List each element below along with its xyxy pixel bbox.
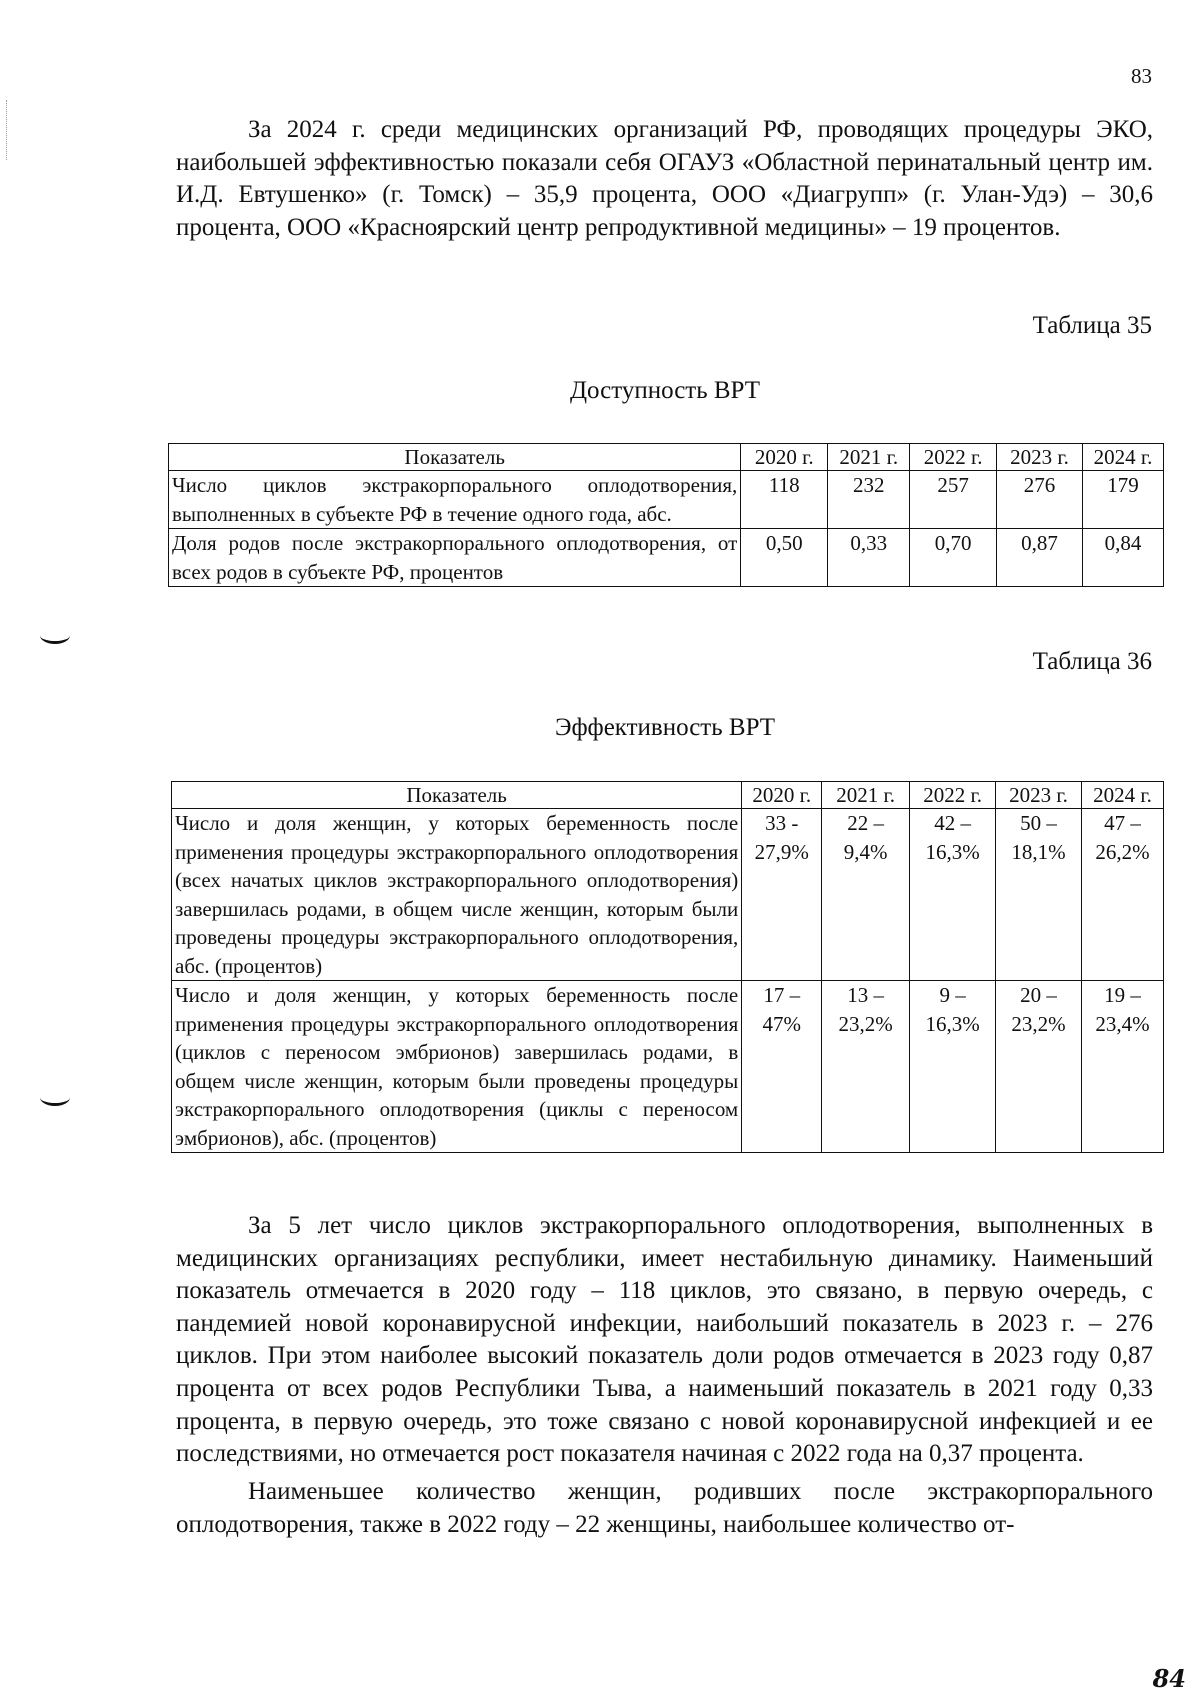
table-row <box>169 529 1164 587</box>
table-header-row <box>169 444 1164 471</box>
header-year: 2020 г. <box>741 444 828 471</box>
cell-value: 19 – 23,4% <box>1082 981 1164 1153</box>
header-year: 2023 г. <box>996 782 1082 809</box>
header-year: 2021 г. <box>822 782 910 809</box>
header-year: 2022 г. <box>910 444 997 471</box>
cell-indicator: Число и доля женщин, у которых беременность после применения процедуры экстракорпорального оплодотворения (циклов с переносом эмбрионов) завершилась родами, в общем числе женщин, которым были проведены процедуры экстракорпорального оплодотворения (циклы с переносом эмбрионов), абс. (процентов) <box>172 981 742 1153</box>
table-35 <box>168 443 1164 587</box>
table-36-label: Таблица 36 <box>1032 648 1152 675</box>
table-header-row <box>172 782 1164 809</box>
cell-value: 0,87 <box>997 529 1083 587</box>
header-year: 2024 г. <box>1083 444 1164 471</box>
table-35-title: Доступность ВРТ <box>569 377 761 404</box>
cell-value: 0,70 <box>910 529 997 587</box>
cell-value: 257 <box>910 471 997 529</box>
table-36-title: Эффективность ВРТ <box>554 714 776 741</box>
cell-value: 47 – 26,2% <box>1082 809 1164 981</box>
header-year: 2024 г. <box>1082 782 1164 809</box>
table-row <box>169 471 1164 529</box>
table-row <box>172 809 1164 981</box>
header-year: 2022 г. <box>910 782 996 809</box>
cell-value: 13 – 23,2% <box>822 981 910 1153</box>
cell-value: 232 <box>828 471 910 529</box>
cell-indicator: Доля родов после экстракорпорального оплодотворения, от всех родов в субъекте РФ, процентов <box>169 529 741 587</box>
cell-value: 50 – 18,1% <box>996 809 1082 981</box>
cell-value: 42 – 16,3% <box>910 809 996 981</box>
page-number: 83 <box>1131 64 1152 88</box>
margin-mark <box>40 627 70 644</box>
cell-value: 0,33 <box>828 529 910 587</box>
cell-indicator: Число и доля женщин, у которых беременность после применения процедуры экстракорпорального оплодотворения (всех начатых циклов экстракорпорального оплодотворения) завершилась родами, в общем числе женщин, которым были проведены процедуры экстракорпорального оплодотворения, абс. (процентов) <box>172 809 742 981</box>
cell-value: 9 – 16,3% <box>910 981 996 1153</box>
cell-value: 33 - 27,9% <box>742 809 822 981</box>
cell-value: 22 – 9,4% <box>822 809 910 981</box>
cell-value: 0,84 <box>1083 529 1164 587</box>
cell-value: 179 <box>1083 471 1164 529</box>
header-year: 2023 г. <box>997 444 1083 471</box>
table-35-label: Таблица 35 <box>1032 312 1152 339</box>
cell-value: 118 <box>741 471 828 529</box>
scan-edge-marks <box>6 100 9 160</box>
paragraph-women-count: Наименьшее количество женщин, родивших после экстракорпорального оплодотворения, также в 2022 году – 22 женщины, наибольшее количество от- <box>176 1478 1153 1538</box>
paragraph-dynamics: За 5 лет число циклов экстракорпорального оплодотворения, выполненных в медицинских организациях республики, имеет нестабильную динамику. Наименьший показатель отмечается в 2020 году – 118 циклов, это связано, в первую очередь, с пандемией новой коронавирусной инфекции, наибольший показатель в 2023 г. – 276 циклов. При этом наиболее высокий показатель доли родов отмечается в 2023 году 0,87 процента от всех родов Республики Тыва, а наименьший показатель в 2021 году 0,33 процента, в первую очередь, это тоже связано с новой коронавирусной инфекцией и ее последствиями, но отмечается рост показателя начиная с 2022 года на 0,37 процента. <box>176 1212 1153 1468</box>
handwritten-page-number: 84 <box>1152 1664 1186 1693</box>
margin-mark <box>40 1089 70 1106</box>
cell-value: 17 – 47% <box>742 981 822 1153</box>
paragraph-intro: За 2024 г. среди медицинских организаций РФ, проводящих процедуры ЭКО, наибольшей эффективностью показали себя ОГАУЗ «Областной перинатальный центр им. И.Д. Евтушенко» (г. Томск) – 35,9 процента, ООО «Диагрупп» (г. Улан-Удэ) – 30,6 процента, ООО «Красноярский центр репродуктивной медицины» – 19 процентов. <box>176 116 1153 241</box>
cell-value: 276 <box>997 471 1083 529</box>
table-row <box>172 981 1164 1153</box>
header-year: 2020 г. <box>742 782 822 809</box>
header-indicator: Показатель <box>172 782 742 809</box>
header-indicator: Показатель <box>169 444 741 471</box>
header-year: 2021 г. <box>828 444 910 471</box>
cell-value: 20 – 23,2% <box>996 981 1082 1153</box>
cell-indicator: Число циклов экстракорпорального оплодотворения, выполненных в субъекте РФ в течение одного года, абс. <box>169 471 741 529</box>
table-36 <box>171 781 1164 1153</box>
cell-value: 0,50 <box>741 529 828 587</box>
